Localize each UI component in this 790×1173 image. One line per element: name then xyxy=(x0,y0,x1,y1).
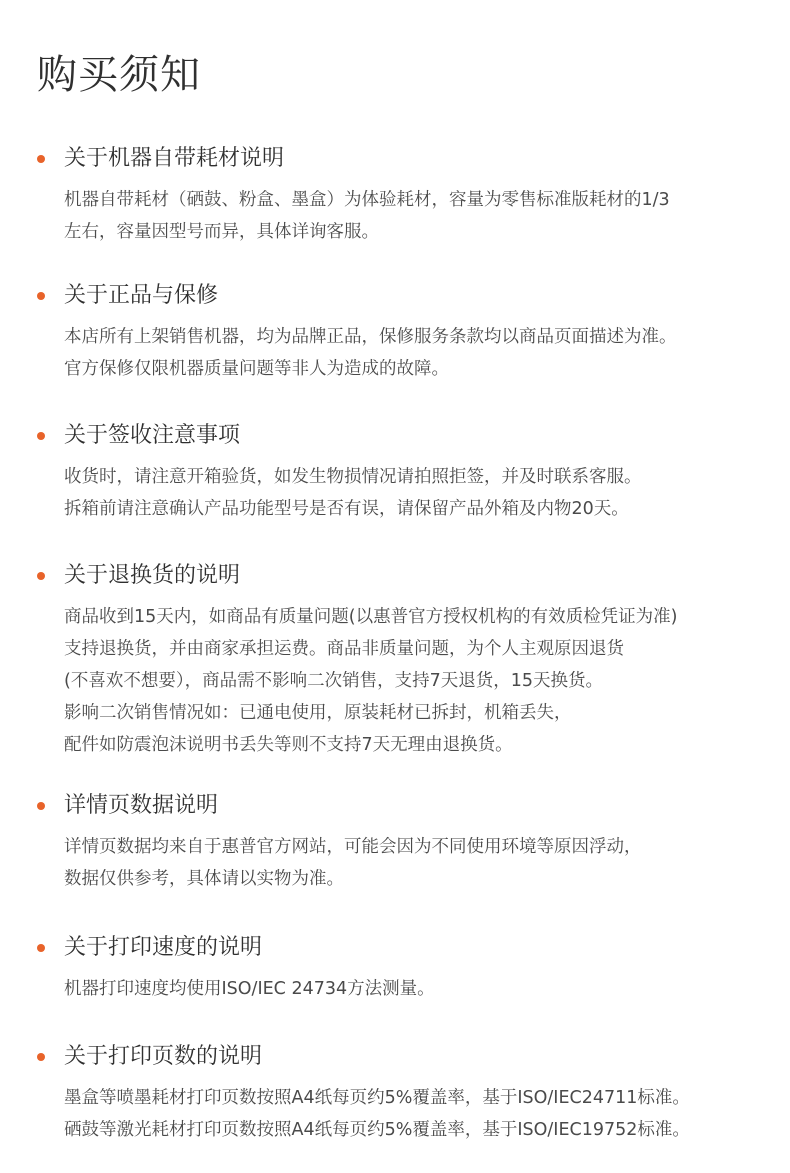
bullet-dot-icon xyxy=(37,944,45,952)
section-body xyxy=(64,831,784,895)
section-body xyxy=(64,601,784,761)
section-header xyxy=(0,144,790,174)
bullet-dot-icon xyxy=(37,1053,45,1061)
section-header xyxy=(0,281,790,311)
body-line: 机器自带耗材（硒鼓、粉盒、墨盒）为体验耗材，容量为零售标准版耗材的1/3 xyxy=(64,190,670,210)
bullet-dot-icon xyxy=(37,155,45,163)
section-title: 关于打印页数的说明 xyxy=(64,1044,263,1069)
body-line: 配件如防震泡沫说明书丢失等则不支持7天无理由退换货。 xyxy=(64,735,513,755)
body-line: 硒鼓等激光耗材打印页数按照A4纸每页约5%覆盖率，基于ISO/IEC19752标准。 xyxy=(64,1120,690,1140)
section-body xyxy=(64,1082,784,1146)
section-title: 关于退换货的说明 xyxy=(64,563,241,588)
section-title: 关于签收注意事项 xyxy=(64,423,241,448)
body-line: 拆箱前请注意确认产品功能型号是否有误，请保留产品外箱及内物20天。 xyxy=(64,499,629,519)
section-body xyxy=(64,461,784,525)
section-body xyxy=(64,973,784,1005)
section-header xyxy=(0,561,790,591)
section-header xyxy=(0,1042,790,1072)
section-title: 关于打印速度的说明 xyxy=(64,935,263,960)
body-line: 本店所有上架销售机器，均为品牌正品，保修服务条款均以商品页面描述为准。 xyxy=(64,327,677,347)
bullet-dot-icon xyxy=(37,802,45,810)
body-line: 详情页数据均来自于惠普官方网站，可能会因为不同使用环境等原因浮动， xyxy=(64,837,642,857)
body-line: (不喜欢不想要），商品需不影响二次销售，支持7天退货，15天换货。 xyxy=(64,671,603,691)
body-line: 数据仅供参考，具体请以实物为准。 xyxy=(64,869,344,889)
body-line: 商品收到15天内，如商品有质量问题(以惠普官方授权机构的有效质检凭证为准) xyxy=(64,607,678,627)
section-title: 详情页数据说明 xyxy=(64,793,219,818)
body-line: 支持退换货，并由商家承担运费。商品非质量问题，为个人主观原因退货 xyxy=(64,639,624,659)
section-title: 关于正品与保修 xyxy=(64,283,219,308)
body-line: 影响二次销售情况如：已通电使用，原装耗材已拆封，机箱丢失， xyxy=(64,703,572,723)
body-line: 官方保修仅限机器质量问题等非人为造成的故障。 xyxy=(64,359,449,379)
body-line: 机器打印速度均使用ISO/IEC 24734方法测量。 xyxy=(64,979,435,999)
section-header xyxy=(0,421,790,451)
section-title: 关于机器自带耗材说明 xyxy=(64,146,285,171)
body-line: 墨盒等喷墨耗材打印页数按照A4纸每页约5%覆盖率，基于ISO/IEC24711标准。 xyxy=(64,1088,690,1108)
body-line: 收货时，请注意开箱验货，如发生物损情况请拍照拒签，并及时联系客服。 xyxy=(64,467,642,487)
bullet-dot-icon xyxy=(37,292,45,300)
section-body xyxy=(64,321,784,385)
section-header xyxy=(0,791,790,821)
bullet-dot-icon xyxy=(37,572,45,580)
body-line: 左右，容量因型号而异，具体详询客服。 xyxy=(64,222,379,242)
section-body xyxy=(64,184,784,248)
bullet-dot-icon xyxy=(37,432,45,440)
page-title: 购买须知 xyxy=(37,52,201,98)
section-header xyxy=(0,933,790,963)
